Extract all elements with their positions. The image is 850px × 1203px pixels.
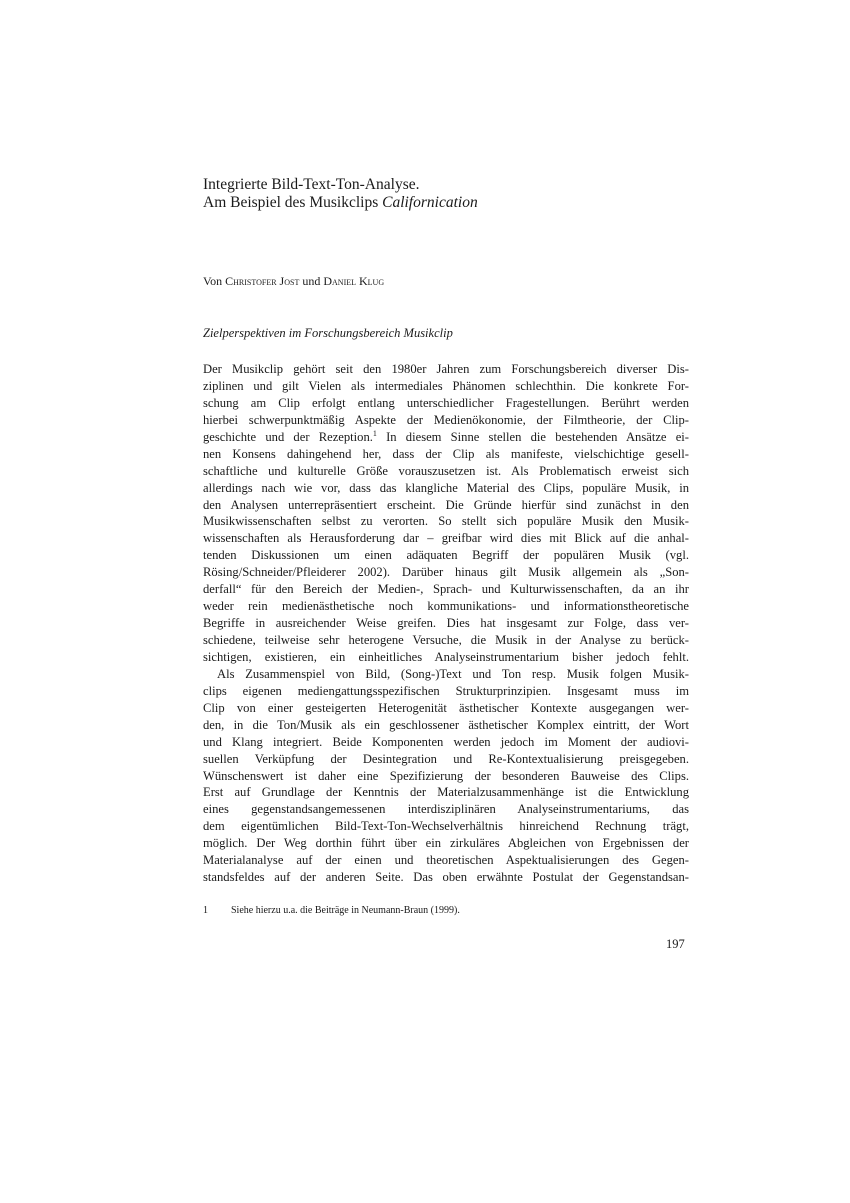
text-segment: geschichte und der Rezeption. bbox=[203, 429, 373, 444]
paragraph bbox=[203, 666, 689, 886]
article-title bbox=[203, 176, 703, 212]
text-line: Erst auf Grundlage der Kenntnis der Materialzusammenhänge ist die Entwicklung bbox=[203, 785, 689, 800]
text-line: Als Zusammenspiel von Bild, (Song-)Text und Ton resp. Musik folgen Musik- bbox=[217, 666, 689, 681]
author-name: Daniel Klug bbox=[323, 274, 385, 288]
text-line: tenden Diskussionen um einen adäquaten Begriff der populären Musik (vgl. bbox=[203, 548, 689, 563]
body-text bbox=[203, 361, 689, 886]
text-line: Clip von einer gesteigerten Heterogenität ästhetischer Kontexte ausgegangen wer- bbox=[203, 700, 689, 715]
author-name: Christofer Jost bbox=[225, 274, 300, 288]
author-byline bbox=[203, 274, 384, 288]
title-line-2-prefix: Am Beispiel des Musikclips bbox=[203, 194, 383, 211]
text-line: wissenschaften als Herausforderung dar – greifbar wird dies mit Blick auf die anhal- bbox=[203, 531, 689, 546]
text-line bbox=[203, 429, 689, 446]
title-line-1: Integrierte Bild-Text-Ton-Analyse. bbox=[203, 176, 420, 193]
text-line: suellen Verküpfung der Desintegration und Re-Kontextualisierung preisgegeben. bbox=[203, 751, 689, 766]
text-line: und Klang integriert. Beide Komponenten werden jedoch im Moment der audiovi- bbox=[203, 734, 689, 749]
text-line: weder rein medienästhetische noch kommunikations- und informationstheoretische bbox=[203, 599, 689, 614]
footnote bbox=[203, 905, 460, 916]
paragraph bbox=[203, 361, 689, 666]
text-line: hierbei schwerpunktmäßig Aspekte der Medienökonomie, der Filmtheorie, der Clip- bbox=[203, 412, 689, 427]
text-line: nen Konsens dahingehend her, dass der Clip als manifeste, vielschichtige gesell- bbox=[203, 446, 689, 461]
text-line: schaftliche und kulturelle Größe vorauszusetzen ist. Als Problematisch erweist sich bbox=[203, 463, 689, 478]
text-line: Musikwissenschaften selbst zu verorten. So stellt sich populäre Musik den Musik- bbox=[203, 514, 689, 529]
page-number: 197 bbox=[666, 937, 685, 951]
text-line: Materialanalyse auf der einen und theoretischen Aspektualisierungen des Gegen- bbox=[203, 853, 689, 868]
text-line: allerdings nach wie vor, dass das klangliche Material des Clips, populäre Musik, in bbox=[203, 480, 689, 495]
text-line: sichtigen, existieren, ein einheitliches Analyseinstrumentarium bisher jedoch fehlt. bbox=[203, 649, 689, 664]
text-line: den, in die Ton/Musik als ein geschlossener ästhetischer Komplex eintritt, der Wort bbox=[203, 717, 689, 732]
text-line: dem eigentümlichen Bild-Text-Ton-Wechselverhältnis hinreichend Rechnung trägt, bbox=[203, 819, 689, 834]
text-line: Begriffe in ausreichender Weise greifen. Dies hat insgesamt zur Folge, dass ver- bbox=[203, 616, 689, 631]
text-line: den Analysen unterrepräsentiert erscheint. Die Gründe hierfür sind zunächst in den bbox=[203, 497, 689, 512]
text-line: derfall“ für den Bereich der Medien-, Sprach- und Kulturwissenschaften, da an ihr bbox=[203, 582, 689, 597]
text-line: eines gegenstandsangemessenen interdisziplinären Analyseinstrumentariums, das bbox=[203, 802, 689, 817]
title-line-2-italic: Californication bbox=[382, 194, 478, 211]
text-line: schung am Clip erfolgt entlang unterschiedlicher Fragestellungen. Berührt werden bbox=[203, 395, 689, 410]
footnote-text: Siehe hierzu u.a. die Beiträge in Neumann-Braun (1999). bbox=[231, 905, 460, 916]
text-line: Rösing/Schneider/Pfleiderer 2002). Darüber hinaus gilt Musik allgemein als „Son- bbox=[203, 565, 689, 580]
text-line: Wünschenswert ist daher eine Spezifizierung der besonderen Bauweise des Clips. bbox=[203, 768, 689, 783]
text-line: standsfeldes auf der anderen Seite. Das oben erwähnte Postulat der Gegenstandsan- bbox=[203, 870, 689, 885]
text-line: möglich. Der Weg dorthin führt über ein zirkuläres Abgleichen von Ergebnissen der bbox=[203, 836, 689, 851]
footnote-number: 1 bbox=[203, 905, 208, 916]
text-line: ziplinen und gilt Vielen als intermediales Phänomen schlechthin. Die konkrete For- bbox=[203, 378, 689, 393]
byline-prefix: Von bbox=[203, 274, 226, 288]
text-line: Der Musikclip gehört seit den 1980er Jahren zum Forschungsbereich diverser Dis- bbox=[203, 362, 689, 376]
text-segment: In diesem Sinne stellen die bestehenden Ansätze ei- bbox=[376, 429, 689, 444]
section-heading: Zielperspektiven im Forschungsbereich Musikclip bbox=[203, 326, 453, 340]
title-line-2 bbox=[203, 194, 703, 212]
byline-connector: und bbox=[299, 274, 324, 288]
text-line: clips eigenen mediengattungsspezifischen Strukturprinzipien. Insgesamt muss im bbox=[203, 683, 689, 698]
text-line: schiedene, teilweise sehr heterogene Versuche, die Musik in der Analyse zu berück- bbox=[203, 633, 689, 647]
footnote-reference[interactable]: 1 bbox=[372, 428, 377, 438]
